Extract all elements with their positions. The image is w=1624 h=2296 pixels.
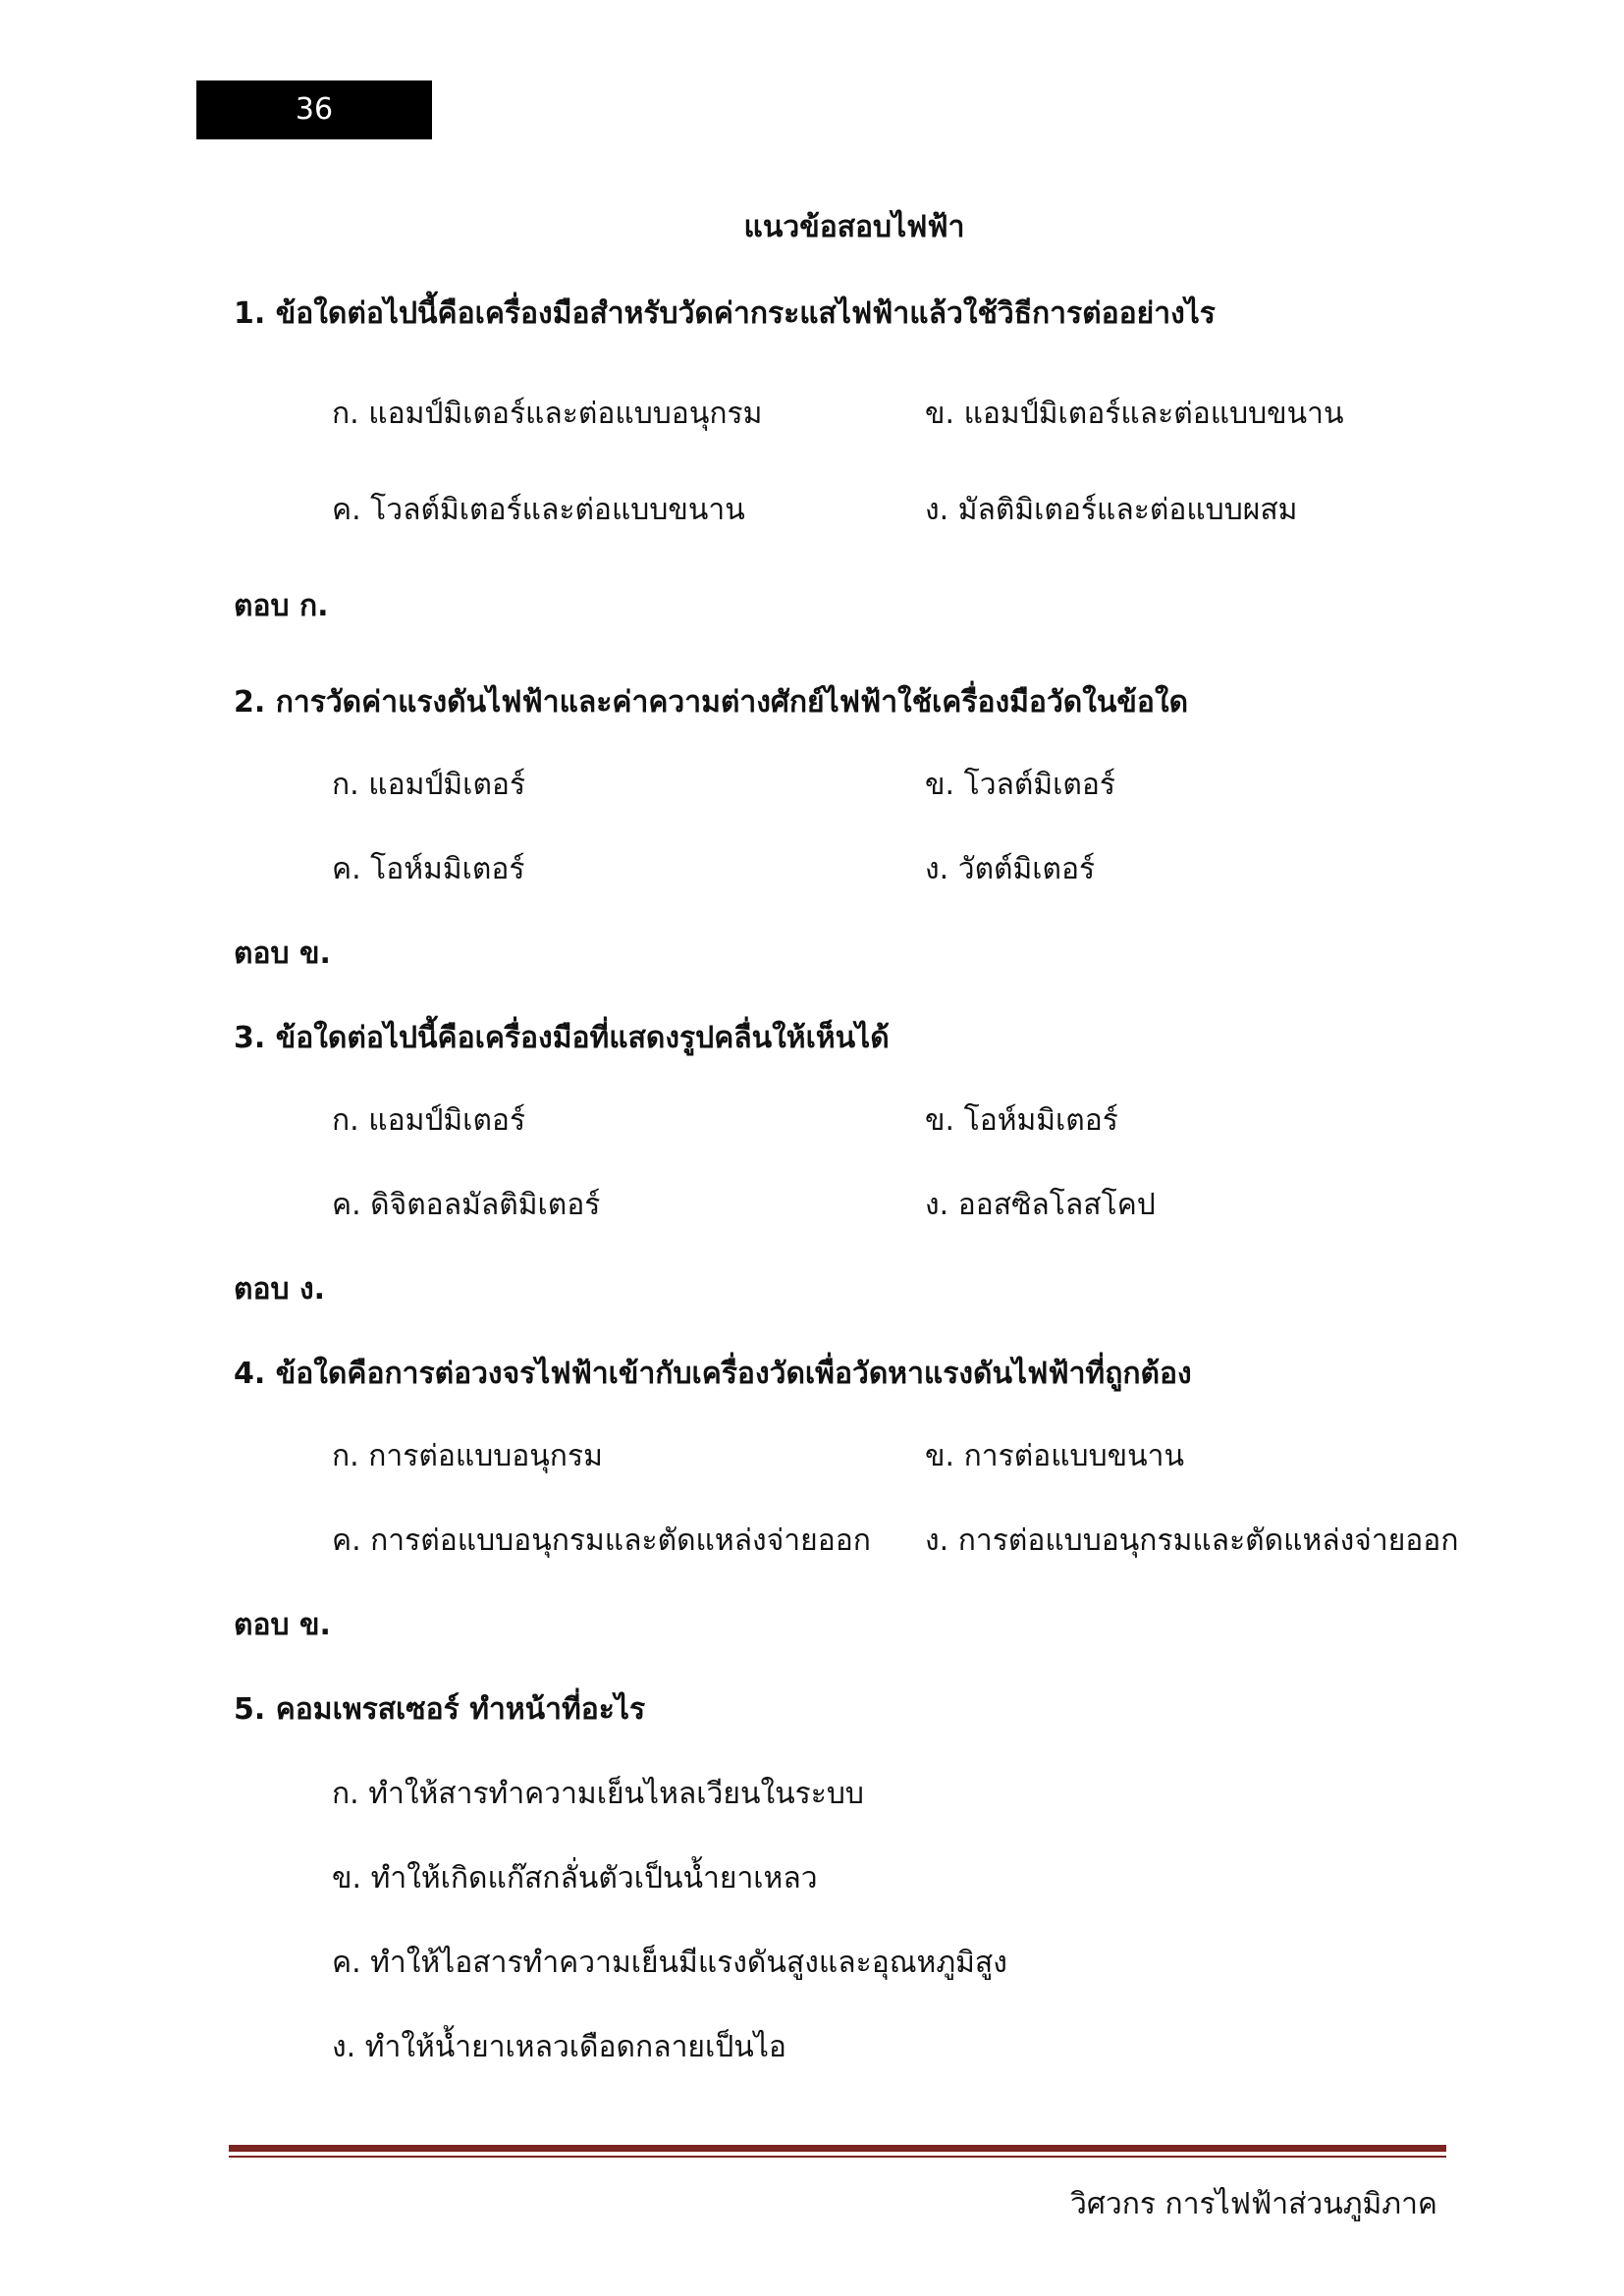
- q5-choice-c: ค. ทำให้ไอสารทำความเย็นมีแรงดันสูงและอุณหภูมิสูง: [332, 1946, 1007, 1980]
- q1-choice-c: ค. โวลต์มิเตอร์และต่อแบบขนาน: [332, 493, 745, 527]
- q1-choice-b: ข. แอมป์มิเตอร์และต่อแบบขนาน: [925, 397, 1344, 431]
- q2-choice-d: ง. วัตต์มิเตอร์: [925, 852, 1096, 886]
- q4-answer: ตอบ ข.: [234, 1608, 331, 1642]
- q3-choice-a: ก. แอมป์มิเตอร์: [332, 1103, 526, 1138]
- footer-rule-thin: [229, 2156, 1446, 2158]
- q3-choice-b: ข. โอห์มมิเตอร์: [925, 1103, 1118, 1138]
- q3-choice-c: ค. ดิจิตอลมัลติมิเตอร์: [332, 1188, 601, 1222]
- footer-text: วิศวกร การไฟฟ้าส่วนภูมิภาค: [1070, 2187, 1437, 2221]
- q4-choice-b: ข. การต่อแบบขนาน: [925, 1439, 1184, 1473]
- page-title: แนวข้อสอบไฟฟ้า: [743, 210, 965, 244]
- question-3: 3. ข้อใดต่อไปนี้คือเครื่องมือที่แสดงรูปคลื่นให้เห็นได้: [234, 1021, 890, 1055]
- q5-choice-b: ข. ทำให้เกิดแก๊สกลั่นตัวเป็นน้ำยาเหลว: [332, 1861, 818, 1896]
- q2-choice-c: ค. โอห์มมิเตอร์: [332, 852, 525, 886]
- footer-rule-thick: [229, 2145, 1446, 2152]
- question-5: 5. คอมเพรสเซอร์ ทำหน้าที่อะไร: [234, 1692, 646, 1727]
- q1-answer: ตอบ ก.: [234, 589, 329, 623]
- page-number: 36: [295, 92, 334, 127]
- q3-answer: ตอบ ง.: [234, 1272, 326, 1307]
- q4-choice-a: ก. การต่อแบบอนุกรม: [332, 1439, 603, 1473]
- q3-choice-d: ง. ออสซิลโลสโคป: [925, 1188, 1156, 1222]
- question-2: 2. การวัดค่าแรงดันไฟฟ้าและค่าความต่างศักย์ไฟฟ้าใช้เครื่องมือวัดในข้อใด: [234, 685, 1189, 720]
- q5-choice-d: ง. ทำให้น้ำยาเหลวเดือดกลายเป็นไอ: [332, 2030, 786, 2064]
- q1-choice-a: ก. แอมป์มิเตอร์และต่อแบบอนุกรม: [332, 397, 763, 431]
- question-4: 4. ข้อใดคือการต่อวงจรไฟฟ้าเข้ากับเครื่องวัดเพื่อวัดหาแรงดันไฟฟ้าที่ถูกต้อง: [234, 1357, 1192, 1391]
- q4-choice-d: ง. การต่อแบบอนุกรมและตัดแหล่งจ่ายออก: [925, 1523, 1459, 1558]
- question-1: 1. ข้อใดต่อไปนี้คือเครื่องมือสำหรับวัดค่ากระแสไฟฟ้าแล้วใช้วิธีการต่ออย่างไร: [234, 296, 1216, 331]
- page-number-box: [196, 80, 432, 139]
- q2-answer: ตอบ ข.: [234, 936, 331, 971]
- q2-choice-a: ก. แอมป์มิเตอร์: [332, 768, 526, 802]
- q5-choice-a: ก. ทำให้สารทำความเย็นไหลเวียนในระบบ: [332, 1777, 864, 1811]
- q2-choice-b: ข. โวลต์มิเตอร์: [925, 768, 1116, 802]
- q1-choice-d: ง. มัลติมิเตอร์และต่อแบบผสม: [925, 493, 1298, 527]
- q4-choice-c: ค. การต่อแบบอนุกรมและตัดแหล่งจ่ายออก: [332, 1523, 871, 1558]
